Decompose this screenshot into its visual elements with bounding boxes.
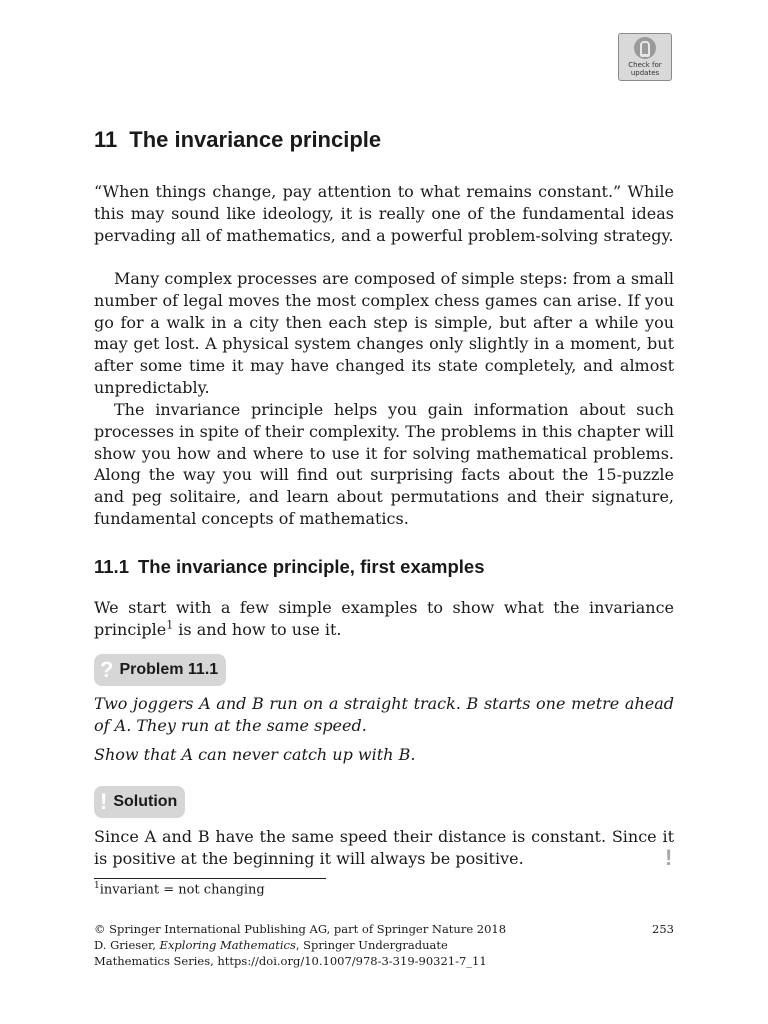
chapter-title <box>94 127 381 153</box>
section-title <box>94 556 485 578</box>
section-title-text: The invariance principle, first examples <box>138 556 485 577</box>
intro-paragraph-3: The invariance principle helps you gain information about such processes in spite of their complexity. The problems in this chapter will show you how and where to use it for solving mathematical problems. Along the way you will find out surprising facts about the 15-puzzle and peg solitaire, and learn about permutations and their signature, fundamental concepts of mathematics. <box>94 400 674 528</box>
problem-question: Show that A can never catch up with B. <box>94 745 416 764</box>
footnote-divider <box>94 878 326 879</box>
footnote <box>94 881 265 897</box>
question-icon: ? <box>100 657 114 682</box>
footnote-ref[interactable]: 1 <box>166 618 174 632</box>
section-intro-text-end: is and how to use it. <box>173 619 342 639</box>
solution-label <box>94 786 185 818</box>
section-intro-paragraph <box>94 597 674 641</box>
chapter-title-text: The invariance principle <box>129 127 382 152</box>
problem-statement: Two joggers A and B run on a straight track. B starts one metre ahead of A. They run at the same speed. <box>94 694 674 735</box>
chapter-number: 11 <box>94 127 118 152</box>
exclamation-icon: ! <box>100 789 108 814</box>
badge-label-line1: Check for <box>628 61 662 69</box>
badge-label-line2: updates <box>630 69 660 77</box>
intro-paragraph-1: “When things change, pay attention to what remains constant.” While this may sound like ideology, it is really one of the fundamental ideas pervading all of mathematics, and a powerful problem-solving strategy. <box>94 182 674 245</box>
footnote-number: 1 <box>94 881 100 891</box>
citation-author: D. Grieser, <box>94 938 160 952</box>
check-for-updates-badge[interactable] <box>618 33 672 81</box>
solution-title: Solution <box>113 793 178 810</box>
solution-text: Since A and B have the same speed their distance is constant. Since it is positive at the beginning it will always be positive. <box>94 827 674 868</box>
badge-label <box>619 61 671 77</box>
section-number: 11.1 <box>94 556 129 577</box>
copyright-line: © Springer International Publishing AG, part of Springer Nature 2018 <box>94 922 507 936</box>
citation-book-title: Exploring Mathematics <box>159 938 296 952</box>
solution-end-icon: ! <box>665 845 673 870</box>
footnote-text: invariant = not changing <box>99 882 265 898</box>
doi-line[interactable]: Mathematics Series, https://doi.org/10.1007/978-3-319-90321-7_11 <box>94 954 487 968</box>
page-footer <box>94 921 674 969</box>
problem-title: Problem 11.1 <box>119 661 219 678</box>
intro-paragraph-2: Many complex processes are composed of simple steps: from a small number of legal moves the most complex chess games can arise. If you go for a walk in a city then each step is simple, but after a while you may get lost. A physical system changes only slightly in a moment, but after some time it may have changed its state completely, and almost unpredictably. <box>94 269 674 397</box>
page-number: 253 <box>652 922 674 936</box>
citation-series: , Springer Undergraduate <box>295 938 448 952</box>
check-updates-icon <box>634 37 656 59</box>
citation-line <box>94 937 674 953</box>
section-intro-text: We start with a few simple examples to show what the invariance principle <box>94 598 674 639</box>
problem-label <box>94 654 226 686</box>
